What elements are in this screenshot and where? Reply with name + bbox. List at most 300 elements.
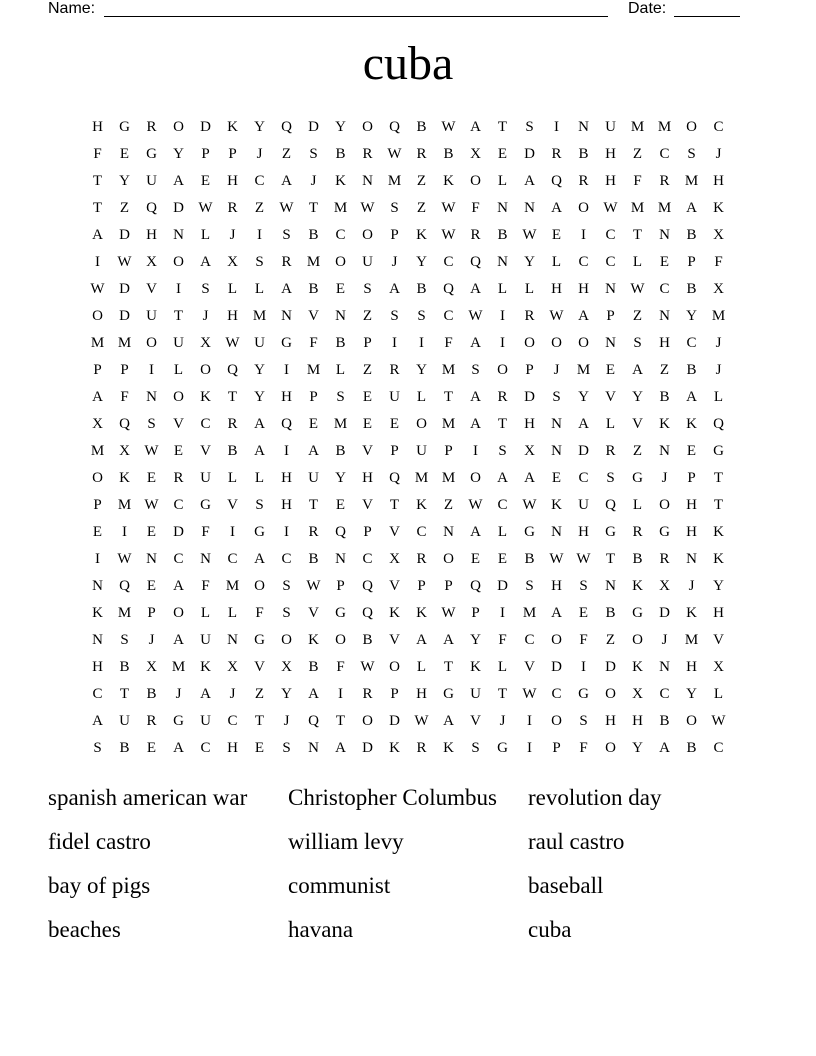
grid-letter: F	[579, 632, 588, 648]
grid-letter: L	[200, 605, 211, 621]
grid-letter: Z	[605, 632, 616, 648]
grid-letter: U	[389, 389, 400, 405]
grid-letter: O	[362, 119, 373, 135]
grid-letter: A	[308, 686, 319, 702]
grid-letter: D	[173, 524, 184, 540]
grid-letter: P	[93, 362, 102, 378]
grid-letter: X	[146, 254, 157, 270]
grid-letter: V	[227, 497, 238, 513]
grid-letter: Z	[119, 200, 130, 216]
grid-letter: L	[254, 281, 265, 297]
grid-letter: A	[686, 389, 697, 405]
grid-letter: S	[147, 416, 156, 432]
grid-letter: B	[497, 227, 508, 243]
grid-letter: Z	[659, 362, 670, 378]
grid-letter: K	[308, 632, 319, 648]
grid-letter: S	[579, 578, 588, 594]
grid-letter: Y	[632, 389, 643, 405]
grid-letter: V	[632, 416, 643, 432]
grid-letter: W	[90, 281, 105, 297]
grid-letter: C	[173, 497, 184, 513]
grid-letter: E	[146, 470, 157, 486]
grid-letter: N	[524, 200, 535, 216]
grid-letter: H	[578, 281, 589, 297]
name-line	[104, 16, 608, 17]
grid-letter: W	[576, 551, 591, 567]
grid-letter: X	[281, 659, 292, 675]
grid-letter: N	[92, 632, 103, 648]
word-list-item: havana	[288, 917, 354, 942]
grid-letter: V	[389, 632, 400, 648]
grid-letter: T	[173, 308, 184, 324]
grid-letter: U	[470, 686, 481, 702]
grid-letter: P	[390, 227, 399, 243]
grid-letter: X	[389, 551, 400, 567]
grid-letter: H	[146, 227, 157, 243]
grid-letter: C	[200, 416, 211, 432]
grid-letter: E	[173, 443, 184, 459]
grid-letter: I	[473, 443, 478, 459]
grid-letter: W	[144, 497, 159, 513]
grid-letter: I	[95, 254, 100, 270]
grid-letter: Z	[632, 146, 643, 162]
grid-letter: S	[336, 389, 345, 405]
grid-letter: G	[254, 632, 265, 648]
grid-letter: M	[333, 416, 348, 432]
grid-letter: C	[416, 524, 427, 540]
grid-letter: J	[715, 362, 722, 378]
grid-letter: K	[389, 740, 400, 756]
grid-letter: E	[335, 497, 346, 513]
grid-letter: Q	[119, 578, 130, 594]
grid-letter: G	[335, 605, 346, 621]
grid-letter: E	[335, 281, 346, 297]
grid-letter: X	[632, 686, 643, 702]
grid-letter: H	[686, 524, 697, 540]
grid-letter: Y	[416, 362, 427, 378]
page-title: cuba	[362, 37, 454, 90]
grid-letter: W	[279, 200, 294, 216]
grid-letter: M	[414, 470, 429, 486]
grid-letter: K	[92, 605, 103, 621]
grid-letter: K	[443, 173, 454, 189]
grid-row	[84, 735, 732, 762]
grid-letter: B	[686, 227, 697, 243]
grid-letter: X	[92, 416, 103, 432]
grid-letter: S	[552, 389, 561, 405]
grid-letter: C	[443, 308, 454, 324]
grid-letter: U	[362, 254, 373, 270]
grid-letter: O	[551, 632, 562, 648]
grid-letter: E	[119, 146, 130, 162]
grid-letter: T	[227, 389, 238, 405]
grid-letter: A	[416, 632, 427, 648]
grid-letter: K	[713, 524, 724, 540]
grid-letter: E	[686, 443, 697, 459]
grid-letter: H	[659, 335, 670, 351]
grid-letter: T	[713, 497, 724, 513]
grid-letter: A	[335, 740, 346, 756]
grid-letter: O	[200, 362, 211, 378]
grid-letter: C	[281, 551, 292, 567]
grid-row	[84, 384, 732, 411]
grid-letter: M	[171, 659, 186, 675]
grid-letter: L	[497, 281, 508, 297]
grid-letter: A	[578, 416, 589, 432]
grid-letter: F	[633, 173, 642, 189]
grid-letter: M	[576, 362, 591, 378]
grid-letter: K	[632, 659, 643, 675]
grid-letter: S	[390, 200, 399, 216]
grid-letter: N	[605, 335, 616, 351]
grid-letter: T	[389, 497, 400, 513]
grid-letter: J	[715, 335, 722, 351]
grid-letter: C	[578, 470, 589, 486]
grid-letter: M	[441, 416, 456, 432]
grid-letter: E	[389, 416, 400, 432]
grid-letter: L	[254, 470, 265, 486]
grid-letter: M	[711, 308, 726, 324]
grid-letter: O	[173, 119, 184, 135]
grid-letter: C	[605, 254, 616, 270]
grid-letter: U	[200, 470, 211, 486]
grid-letter: J	[175, 686, 182, 702]
grid-letter: B	[308, 281, 319, 297]
grid-letter: N	[686, 551, 697, 567]
grid-letter: B	[335, 335, 346, 351]
word-list-item: fidel castro	[48, 829, 151, 854]
grid-letter: P	[444, 443, 453, 459]
grid-letter: X	[227, 254, 238, 270]
grid-letter: H	[227, 173, 238, 189]
word-list-item: bay of pigs	[48, 873, 151, 898]
grid-letter: C	[551, 686, 562, 702]
grid-letter: A	[551, 200, 562, 216]
grid-letter: B	[686, 740, 697, 756]
grid-letter: Y	[254, 389, 265, 405]
grid-letter: P	[417, 578, 426, 594]
grid-letter: A	[632, 362, 643, 378]
grid-letter: W	[549, 308, 564, 324]
grid-letter: K	[416, 227, 427, 243]
grid-letter: P	[471, 605, 480, 621]
grid-letter: D	[524, 146, 535, 162]
grid-letter: N	[659, 308, 670, 324]
grid-letter: W	[387, 146, 402, 162]
grid-letter: T	[254, 713, 265, 729]
grid-letter: O	[524, 335, 535, 351]
grid-letter: P	[120, 362, 129, 378]
grid-letter: D	[308, 119, 319, 135]
grid-letter: O	[281, 632, 292, 648]
grid-letter: E	[659, 254, 670, 270]
grid-letter: H	[632, 713, 643, 729]
grid-row	[84, 411, 732, 438]
grid-letter: M	[117, 605, 132, 621]
grid-letter: S	[579, 713, 588, 729]
grid-letter: S	[525, 119, 534, 135]
grid-letter: M	[117, 497, 132, 513]
grid-letter: A	[254, 551, 265, 567]
grid-letter: I	[338, 686, 343, 702]
grid-letter: C	[524, 632, 535, 648]
grid-letter: T	[92, 200, 103, 216]
grid-letter: N	[281, 308, 292, 324]
grid-letter: Z	[632, 308, 643, 324]
grid-letter: V	[308, 308, 319, 324]
grid-letter: G	[713, 443, 724, 459]
grid-letter: J	[310, 173, 317, 189]
grid-letter: M	[441, 362, 456, 378]
grid-letter: O	[551, 335, 562, 351]
grid-letter: D	[119, 227, 130, 243]
grid-letter: C	[173, 551, 184, 567]
grid-letter: H	[281, 497, 292, 513]
grid-letter: E	[92, 524, 103, 540]
grid-letter: F	[444, 335, 453, 351]
grid-letter: U	[173, 335, 184, 351]
grid-letter: Z	[362, 308, 373, 324]
grid-letter: Y	[335, 119, 346, 135]
grid-letter: W	[117, 551, 132, 567]
grid-letter: U	[119, 713, 130, 729]
word-list-item: baseball	[528, 873, 604, 898]
grid-letter: L	[713, 389, 724, 405]
grid-letter: P	[309, 389, 318, 405]
grid-letter: P	[363, 335, 372, 351]
grid-letter: E	[470, 551, 481, 567]
grid-letter: C	[497, 497, 508, 513]
grid-letter: H	[281, 389, 292, 405]
grid-letter: E	[578, 605, 589, 621]
grid-letter: T	[335, 713, 346, 729]
grid-letter: Q	[281, 416, 292, 432]
grid-letter: T	[497, 686, 508, 702]
grid-letter: N	[173, 227, 184, 243]
grid-letter: U	[200, 632, 211, 648]
grid-letter: W	[441, 605, 456, 621]
grid-letter: I	[284, 443, 289, 459]
grid-letter: W	[468, 308, 483, 324]
grid-letter: M	[306, 362, 321, 378]
grid-letter: U	[308, 470, 319, 486]
grid-row	[84, 249, 732, 276]
grid-letter: Q	[119, 416, 130, 432]
grid-letter: O	[146, 335, 157, 351]
grid-letter: K	[443, 740, 454, 756]
grid-letter: L	[713, 686, 724, 702]
grid-letter: H	[92, 659, 103, 675]
grid-letter: R	[146, 119, 157, 135]
grid-letter: W	[522, 497, 537, 513]
grid-letter: H	[578, 524, 589, 540]
grid-letter: E	[362, 416, 373, 432]
grid-letter: N	[146, 551, 157, 567]
grid-letter: I	[122, 524, 127, 540]
grid-letter: U	[146, 173, 157, 189]
grid-letter: D	[173, 200, 184, 216]
grid-letter: J	[229, 227, 236, 243]
grid-letter: L	[335, 362, 346, 378]
grid-letter: M	[117, 335, 132, 351]
grid-letter: L	[551, 254, 562, 270]
grid-letter: P	[606, 308, 615, 324]
grid-letter: B	[443, 146, 454, 162]
grid-letter: Q	[308, 713, 319, 729]
grid-letter: N	[551, 416, 562, 432]
word-list-item: william levy	[288, 829, 404, 854]
grid-letter: O	[497, 362, 508, 378]
grid-row	[84, 708, 732, 735]
grid-letter: P	[552, 740, 561, 756]
grid-letter: P	[336, 578, 345, 594]
grid-letter: S	[201, 281, 210, 297]
grid-letter: H	[551, 281, 562, 297]
grid-letter: C	[92, 686, 103, 702]
grid-letter: J	[256, 146, 263, 162]
grid-letter: V	[470, 713, 481, 729]
grid-letter: T	[605, 551, 616, 567]
grid-letter: I	[419, 335, 424, 351]
grid-letter: S	[255, 497, 264, 513]
grid-letter: L	[497, 659, 508, 675]
grid-letter: R	[416, 551, 427, 567]
grid-letter: X	[713, 659, 724, 675]
grid-letter: M	[225, 578, 240, 594]
grid-letter: B	[578, 146, 589, 162]
grid-letter: S	[417, 308, 426, 324]
grid-letter: A	[470, 416, 481, 432]
grid-letter: S	[282, 227, 291, 243]
grid-letter: Z	[254, 686, 265, 702]
grid-letter: U	[200, 713, 211, 729]
grid-letter: K	[200, 389, 211, 405]
grid-letter: H	[227, 308, 238, 324]
grid-letter: B	[686, 362, 697, 378]
grid-letter: H	[92, 119, 103, 135]
grid-letter: C	[659, 146, 670, 162]
grid-letter: K	[686, 605, 697, 621]
grid-letter: Y	[281, 686, 292, 702]
grid-letter: B	[308, 227, 319, 243]
grid-letter: D	[362, 740, 373, 756]
grid-letter: A	[470, 119, 481, 135]
grid-letter: E	[254, 740, 265, 756]
grid-letter: N	[362, 173, 373, 189]
grid-letter: R	[497, 389, 508, 405]
grid-letter: I	[500, 335, 505, 351]
grid-letter: F	[201, 578, 210, 594]
grid-letter: C	[200, 740, 211, 756]
grid-letter: W	[414, 713, 429, 729]
grid-letter: F	[201, 524, 210, 540]
grid-letter: S	[93, 740, 102, 756]
grid-letter: G	[497, 740, 508, 756]
grid-letter: K	[227, 119, 238, 135]
grid-letter: M	[657, 200, 672, 216]
grid-letter: E	[551, 227, 562, 243]
grid-letter: Y	[578, 389, 589, 405]
grid-letter: E	[146, 740, 157, 756]
grid-letter: G	[632, 470, 643, 486]
grid-letter: H	[362, 470, 373, 486]
grid-row	[84, 141, 732, 168]
grid-letter: V	[254, 659, 265, 675]
grid-letter: W	[225, 335, 240, 351]
grid-letter: I	[149, 362, 154, 378]
letter-grid	[84, 114, 732, 762]
grid-letter: M	[252, 308, 267, 324]
grid-letter: E	[551, 470, 562, 486]
grid-row	[84, 222, 732, 249]
grid-letter: S	[471, 362, 480, 378]
word-list-item: spanish american war	[48, 785, 248, 810]
grid-letter: R	[659, 173, 670, 189]
grid-letter: E	[308, 416, 319, 432]
grid-letter: R	[308, 524, 319, 540]
grid-row	[84, 195, 732, 222]
grid-letter: Y	[686, 308, 697, 324]
grid-letter: B	[362, 632, 373, 648]
grid-letter: N	[308, 740, 319, 756]
grid-letter: K	[713, 551, 724, 567]
grid-letter: R	[281, 254, 292, 270]
grid-letter: D	[200, 119, 211, 135]
grid-letter: O	[416, 416, 427, 432]
grid-letter: V	[173, 416, 184, 432]
grid-letter: G	[281, 335, 292, 351]
grid-letter: W	[630, 281, 645, 297]
word-list-item: communist	[288, 873, 391, 898]
grid-letter: H	[227, 740, 238, 756]
grid-letter: A	[173, 740, 184, 756]
grid-letter: N	[605, 578, 616, 594]
grid-letter: L	[497, 524, 508, 540]
grid-letter: R	[227, 200, 238, 216]
header	[48, 0, 748, 20]
grid-letter: M	[657, 119, 672, 135]
word-list-item: revolution day	[528, 785, 662, 810]
grid-letter: G	[119, 119, 130, 135]
grid-letter: M	[441, 470, 456, 486]
grid-row	[84, 168, 732, 195]
grid-letter: B	[632, 551, 643, 567]
grid-letter: J	[148, 632, 155, 648]
grid-letter: N	[146, 389, 157, 405]
grid-letter: K	[659, 416, 670, 432]
grid-letter: X	[227, 659, 238, 675]
grid-letter: A	[173, 578, 184, 594]
grid-letter: U	[254, 335, 265, 351]
grid-letter: G	[578, 686, 589, 702]
grid-row	[84, 654, 732, 681]
grid-letter: O	[335, 254, 346, 270]
grid-row	[84, 114, 732, 141]
grid-letter: G	[443, 686, 454, 702]
grid-row	[84, 465, 732, 492]
grid-letter: I	[95, 551, 100, 567]
grid-letter: A	[389, 281, 400, 297]
grid-letter: X	[119, 443, 130, 459]
grid-letter: O	[362, 713, 373, 729]
grid-letter: M	[522, 605, 537, 621]
grid-letter: I	[527, 740, 532, 756]
grid-letter: Y	[119, 173, 130, 189]
grid-letter: H	[713, 173, 724, 189]
grid-letter: E	[497, 146, 508, 162]
grid-letter: Q	[146, 200, 157, 216]
grid-letter: I	[176, 281, 181, 297]
